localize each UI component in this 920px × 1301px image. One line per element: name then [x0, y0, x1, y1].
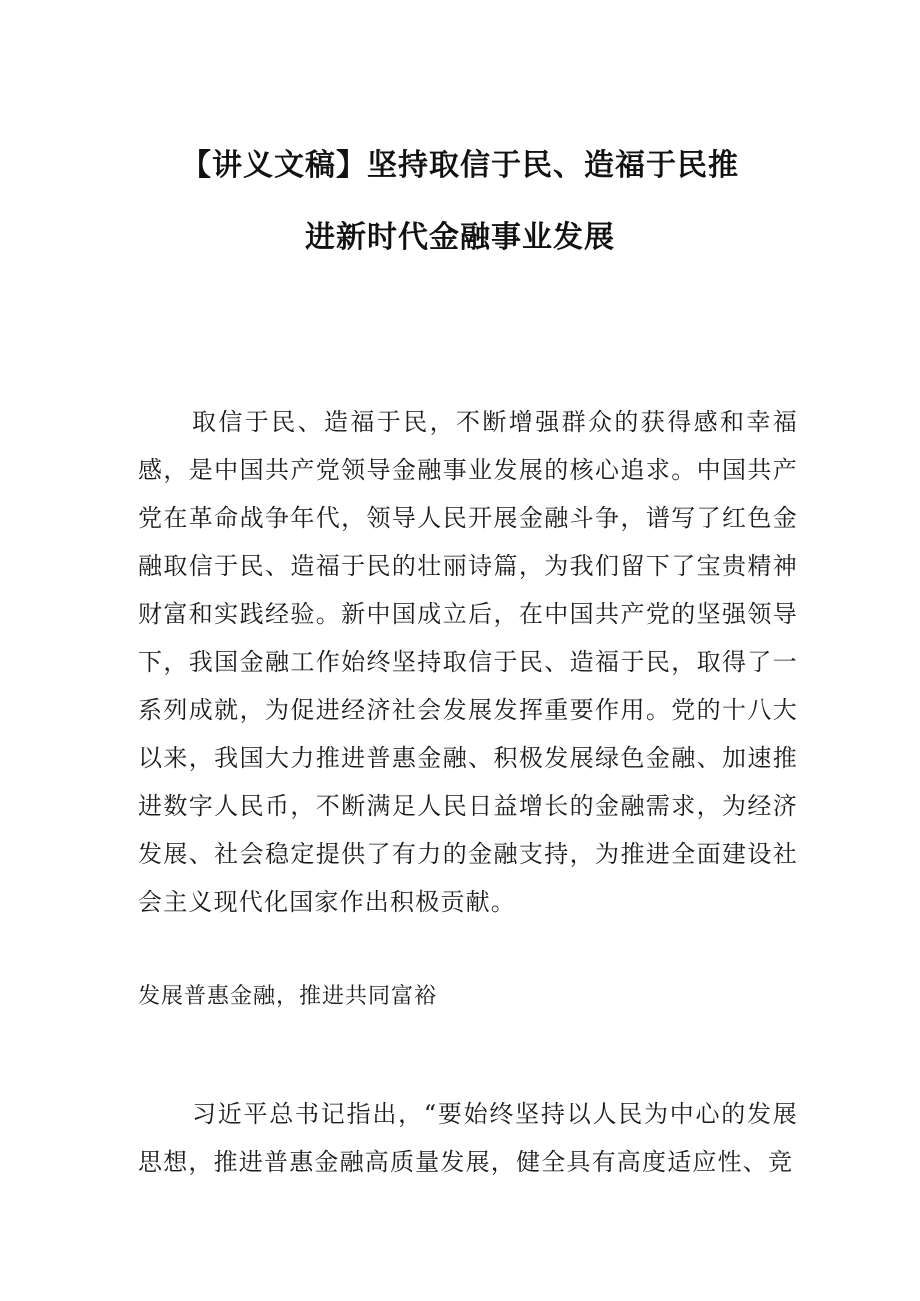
- body-paragraph-2: 习近平总书记指出，“要始终坚持以人民为中心的发展思想，推进普惠金融高质量发展，健全具有高度适应性、竞: [138, 1100, 798, 1176]
- document-title-line-2: 进新时代金融事业发展: [305, 220, 615, 255]
- section-heading: 发展普惠金融，推进共同富裕: [138, 984, 438, 1009]
- document-title-line-1: 【讲义文稿】坚持取信于民、造福于民推: [181, 148, 739, 183]
- body-paragraph-1: 取信于民、造福于民，不断增强群众的获得感和幸福感，是中国共产党领导金融事业发展的核心追求。中国共产党在革命战争年代，领导人民开展金融斗争，谱写了红色金融取信于民、造福于民的壮丽诗篇，为我们留下了宝贵精神财富和实践经验。新中国成立后，在中国共产党的坚强领导下，我国金融工作始终坚持取信于民、造福于民，取得了一系列成就，为促进经济社会发展发挥重要作用。党的十八大以来，我国大力推进普惠金融、积极发展绿色金融、加速推进数字人民币，不断满足人民日益增长的金融需求，为经济发展、社会稳定提供了有力的金融支持，为推进全面建设社会主义现代化国家作出积极贡献。: [138, 408, 798, 916]
